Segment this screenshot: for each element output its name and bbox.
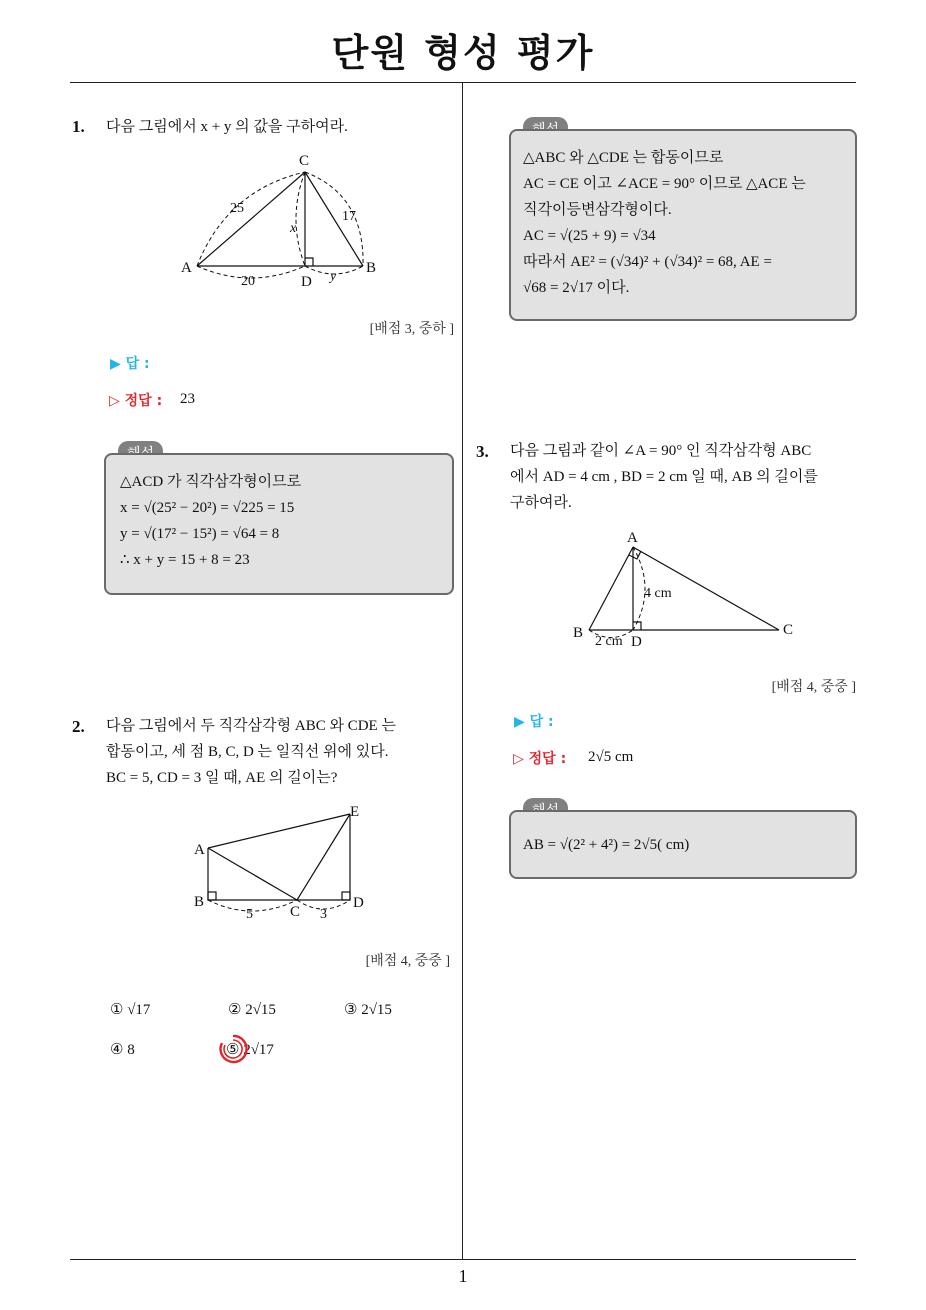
q2-choice-3[interactable]: ③ 2√15: [344, 1002, 392, 1018]
column-divider: [462, 83, 463, 1260]
q3-question-line-1: 다음 그림과 같이 ∠A = 90° 인 직각삼각형 ABC: [510, 443, 812, 459]
q1-label-cd: x: [290, 221, 297, 236]
q2-label-e: E: [350, 804, 360, 820]
q3-question-line-2: 에서 AD = 4 cm , BD = 2 cm 일 때, AB 의 길이를: [510, 469, 818, 485]
q1-figure: [175, 150, 395, 290]
q3-label-b: B: [573, 625, 584, 641]
q2-label-a: A: [194, 842, 205, 858]
q2-choice-5[interactable]: ⑤ 2√17: [226, 1042, 274, 1058]
q2-label-b: B: [194, 894, 205, 910]
q1-right-angle-mark: [305, 258, 313, 266]
q2-question: [106, 713, 396, 791]
q1-correct-label: ▷ 정답 :: [109, 393, 163, 409]
q1-label-b: B: [366, 260, 377, 276]
q3-figure: [565, 525, 805, 655]
header-rule: [70, 82, 856, 83]
q3-label-ad: 4 cm: [644, 586, 672, 601]
q3-correct-label: ▷ 정답 :: [513, 751, 567, 767]
q2-choice-1[interactable]: ① √17: [110, 1002, 151, 1018]
q3-label-d: D: [631, 634, 642, 650]
q2-label-d: D: [353, 895, 364, 911]
q1-label-db: y: [330, 269, 337, 284]
q2-side-ac: [208, 848, 297, 900]
q3-label-c: C: [783, 622, 794, 638]
q1-question: 다음 그림에서 x + y 의 값을 구하여라.: [106, 119, 348, 135]
q3-label-bd: 2 cm: [595, 634, 623, 649]
q2-side-ce: [297, 814, 350, 900]
q1-dash-cd: [296, 172, 305, 266]
q2-number: 2.: [72, 717, 85, 736]
q2-question-line-1: 다음 그림에서 두 직각삼각형 ABC 와 CDE 는: [106, 718, 396, 734]
q2-figure: [190, 800, 375, 930]
q2-side-ae: [208, 814, 350, 848]
q1-label-ad: 20: [241, 274, 255, 289]
q2-question-line-3: BC = 5, CD = 3 일 때, AE 의 길이는?: [106, 770, 338, 786]
q2-choice-2[interactable]: ② 2√15: [228, 1002, 276, 1018]
q2-explain-line-3: 직각이등변삼각형이다.: [523, 202, 672, 218]
q2-explain-line-2: AC = CE 이고 ∠ACE = 90° 이므로 △ACE 는: [523, 176, 806, 192]
q2-right-angle-d: [342, 892, 350, 900]
q1-explain-line-1: △ACD 가 직각삼각형이므로: [120, 474, 302, 490]
q3-correct-value: 2√5 cm: [588, 749, 634, 765]
q2-explain-line-6: √68 = 2√17 이다.: [523, 280, 630, 296]
q2-explain-box: [509, 129, 857, 321]
q3-explain-box: [509, 810, 857, 879]
q2-right-angle-b: [208, 892, 216, 900]
q3-answer-label[interactable]: ▶ 답 :: [514, 714, 554, 730]
footer-rule: [70, 1259, 856, 1260]
q2-explain-line-5: 따라서 AE² = (√34)² + (√34)² = 68, AE =: [523, 254, 772, 270]
q3-question: [510, 438, 818, 516]
q1-score: [배점 3, 중하 ]: [369, 322, 454, 337]
q1-correct-value: 23: [180, 391, 195, 407]
q3-score: [배점 4, 중중 ]: [771, 680, 856, 695]
q1-label-d: D: [301, 274, 312, 290]
q2-explain-line-4: AC = √(25 + 9) = √34: [523, 228, 656, 244]
q2-label-c: C: [290, 904, 301, 920]
q3-side-ab: [589, 547, 633, 630]
q1-label-a: A: [181, 260, 192, 276]
q2-choice-4[interactable]: ④ 8: [110, 1042, 135, 1058]
q3-number: 3.: [476, 442, 489, 461]
q1-answer-label[interactable]: ▶ 답 :: [110, 356, 150, 372]
q3-explain-line-1: AB = √(2² + 4²) = 2√5( cm): [523, 837, 690, 853]
q1-number: 1.: [72, 117, 85, 136]
q2-selected-mark-icon: [216, 1032, 250, 1066]
q2-label-cd: 3: [320, 907, 327, 922]
q2-label-bc: 5: [246, 907, 253, 922]
q3-question-line-3: 구하여라.: [510, 495, 572, 511]
q2-question-line-2: 합동이고, 세 점 B, C, D 는 일직선 위에 있다.: [106, 744, 389, 760]
q1-explain-line-4: ∴ x + y = 15 + 8 = 23: [120, 552, 250, 568]
q1-explain-line-2: x = √(25² − 20²) = √225 = 15: [120, 500, 295, 516]
q3-label-a: A: [627, 530, 638, 546]
page-title: 단원 형성 평가: [331, 31, 595, 75]
q1-label-bc: 17: [342, 209, 356, 224]
q1-label-c: C: [299, 153, 310, 169]
q2-score: [배점 4, 중중 ]: [365, 954, 450, 969]
q1-explain-line-3: y = √(17² − 15²) = √64 = 8: [120, 526, 280, 542]
q1-label-ac: 25: [230, 201, 244, 216]
q1-side-ac: [197, 172, 305, 266]
q1-explain-box: [104, 453, 454, 595]
page-number: 1: [458, 1266, 468, 1286]
q2-explain-line-1: △ABC 와 △CDE 는 합동이므로: [523, 150, 724, 166]
